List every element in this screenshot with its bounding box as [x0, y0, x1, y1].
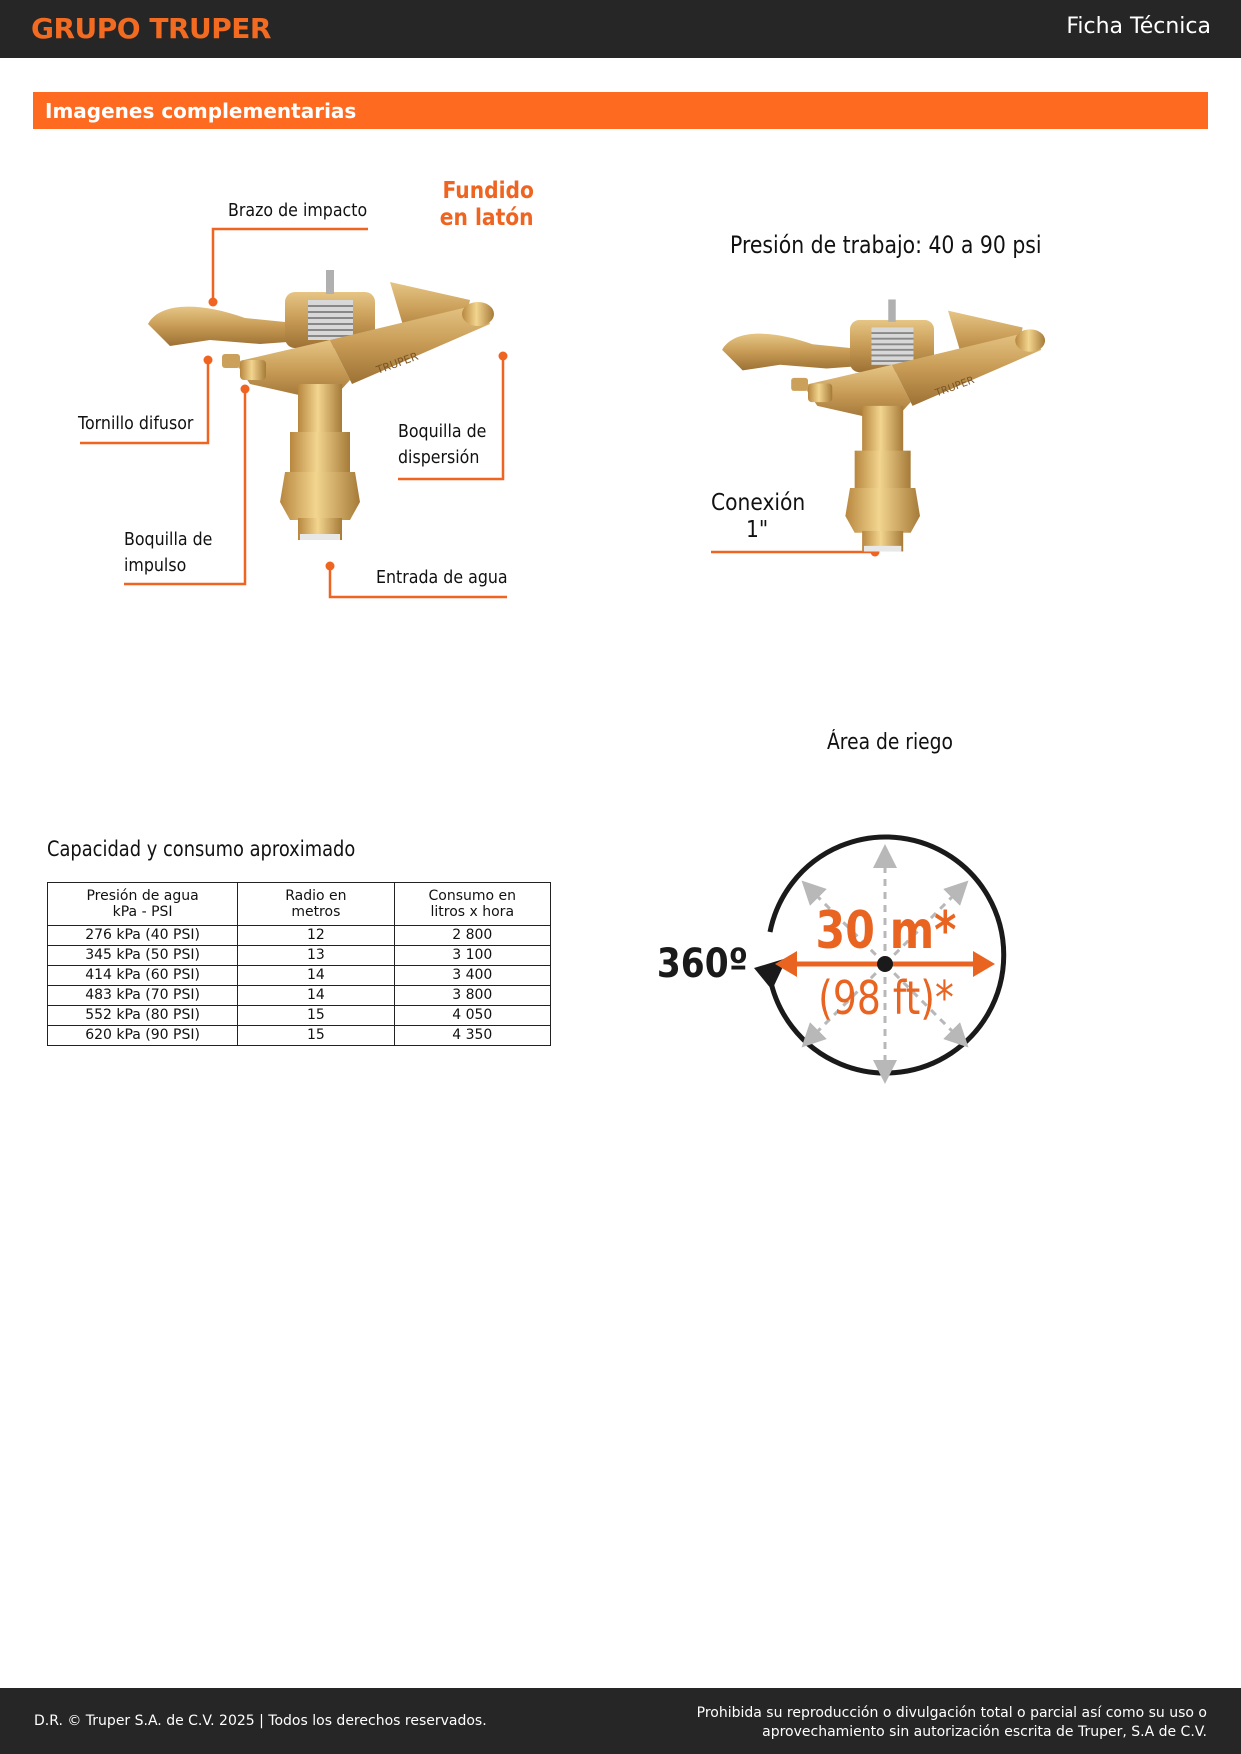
cell-consumption: 3 100 — [394, 946, 550, 966]
table-header-pressure: Presión de agua kPa - PSI — [48, 883, 238, 926]
callout-impulse-nozzle-line2: impulso — [124, 555, 187, 576]
irrigation-area-title: Área de riego — [827, 730, 953, 755]
cell-pressure: 552 kPa (80 PSI) — [48, 1006, 238, 1026]
table-row — [48, 1006, 551, 1026]
table-header-consumption: Consumo en litros x hora — [394, 883, 550, 926]
document-type: Ficha Técnica — [1066, 14, 1211, 39]
callout-spray-nozzle-line2: dispersión — [398, 447, 480, 468]
cell-pressure: 620 kPa (90 PSI) — [48, 1026, 238, 1046]
radius-metric: 30 m* — [815, 900, 957, 962]
capacity-table-wrap — [47, 882, 551, 1046]
callout-diffuser-screw: Tornillo difusor — [78, 413, 194, 434]
callout-impulse-nozzle-line1: Boquilla de — [124, 529, 213, 550]
footer-notice: Prohibida su reproducción o divulgación total o parcial así como su uso o aprovechamiento sin autorización escrita de Truper, S.A de C.V. — [696, 1705, 1207, 1740]
cell-radius: 12 — [238, 926, 394, 946]
arrow-right-icon — [973, 951, 995, 977]
working-pressure: Presión de trabajo: 40 a 90 psi — [730, 231, 1042, 259]
cell-radius: 13 — [238, 946, 394, 966]
table-row — [48, 1026, 551, 1046]
capacity-title: Capacidad y consumo aproximado — [47, 837, 356, 861]
table-row — [48, 946, 551, 966]
cell-pressure: 276 kPa (40 PSI) — [48, 926, 238, 946]
body-mark: TRUPER — [933, 374, 977, 400]
cell-consumption: 3 400 — [394, 966, 550, 986]
cell-pressure: 345 kPa (50 PSI) — [48, 946, 238, 966]
section-bar — [33, 92, 1208, 129]
sprinkler-image-main — [140, 262, 520, 562]
cell-consumption: 4 350 — [394, 1026, 550, 1046]
page-header — [0, 0, 1241, 58]
callout-connection-line2: 1" — [746, 517, 769, 543]
cell-radius: 14 — [238, 966, 394, 986]
table-row — [48, 966, 551, 986]
material-label-line2: en latón — [440, 205, 534, 231]
cell-consumption: 2 800 — [394, 926, 550, 946]
page-footer — [0, 1688, 1241, 1754]
table-row — [48, 926, 551, 946]
material-label-line1: Fundido — [442, 178, 534, 204]
callout-water-inlet: Entrada de agua — [376, 567, 508, 588]
radius-imperial: (98 ft)* — [818, 971, 954, 1025]
cell-radius: 15 — [238, 1026, 394, 1046]
footer-copyright: D.R. © Truper S.A. de C.V. 2025 | Todos los derechos reservados. — [34, 1713, 487, 1729]
body-mark: TRUPER — [374, 349, 421, 377]
cell-consumption: 3 800 — [394, 986, 550, 1006]
callout-connection-line1: Conexión — [711, 490, 806, 516]
section-title: Imagenes complementarias — [45, 99, 357, 123]
brand-logo: GRUPO TRUPER — [31, 12, 271, 45]
callout-impact-arm: Brazo de impacto — [228, 200, 368, 221]
rotation-label: 360º — [656, 939, 749, 987]
irrigation-area-diagram — [650, 830, 1020, 1090]
cell-pressure: 414 kPa (60 PSI) — [48, 966, 238, 986]
cell-consumption: 4 050 — [394, 1006, 550, 1026]
cell-pressure: 483 kPa (70 PSI) — [48, 986, 238, 1006]
table-header-radius: Radio en metros — [238, 883, 394, 926]
callout-spray-nozzle-line1: Boquilla de — [398, 421, 487, 442]
capacity-table — [47, 882, 551, 1046]
cell-radius: 15 — [238, 1006, 394, 1026]
table-row — [48, 986, 551, 1006]
cell-radius: 14 — [238, 986, 394, 1006]
